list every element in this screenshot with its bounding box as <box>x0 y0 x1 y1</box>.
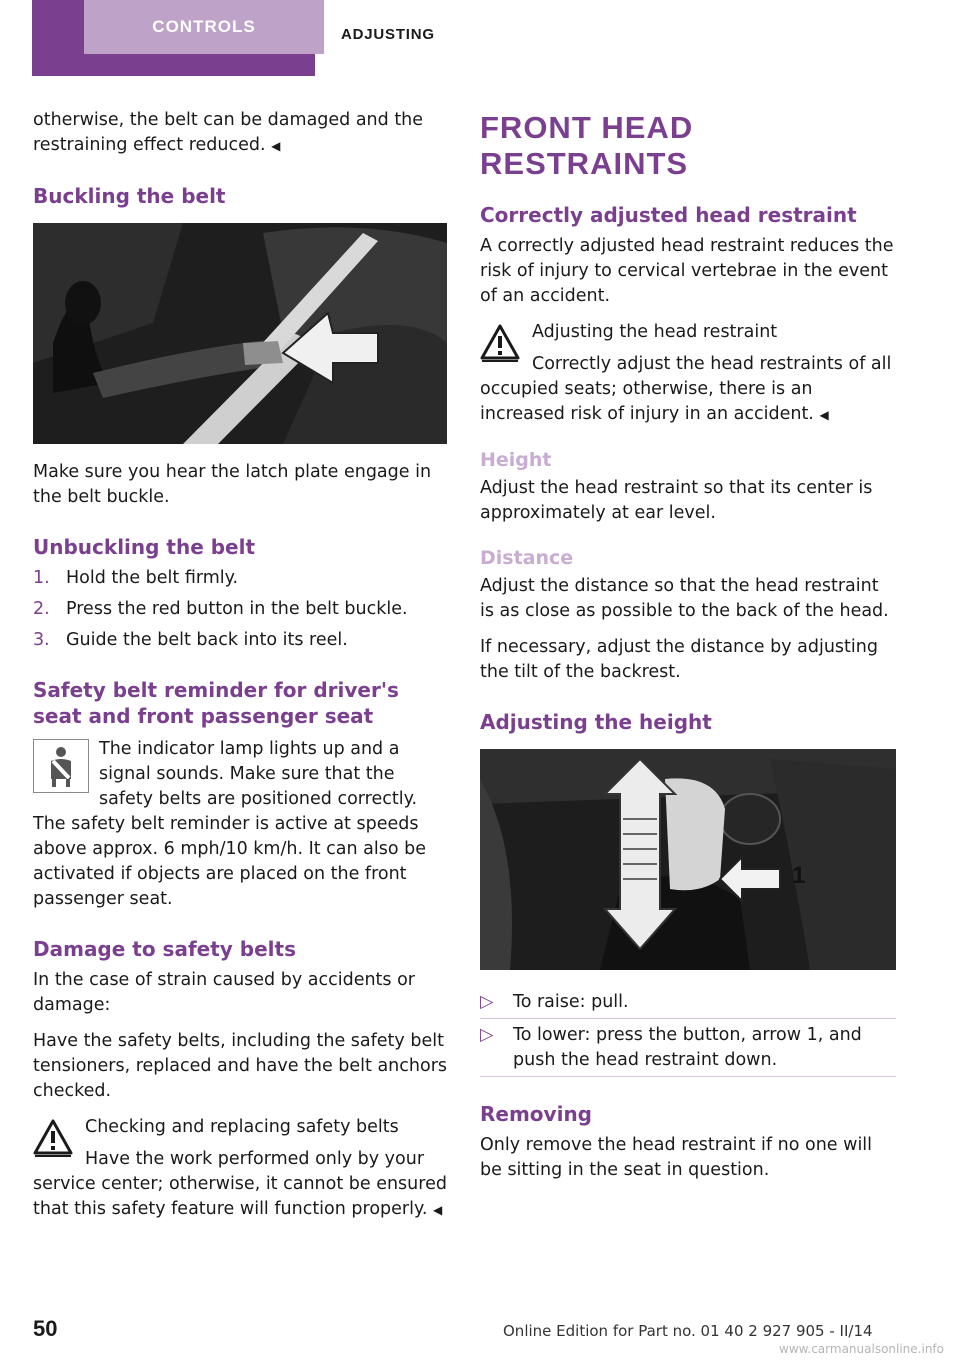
belt-buckle-photo <box>33 223 447 444</box>
photo-arrow-label: 1 <box>792 862 806 889</box>
left-column <box>33 108 447 1233</box>
correct-text: A correctly adjusted head restraint reduces the risk of injury to cervical vertebrae in the event of an accident. <box>480 236 894 306</box>
list-item: ▷ To raise: pull. <box>480 986 896 1019</box>
page-number: 50 <box>33 1316 58 1341</box>
buckling-heading: Buckling the belt <box>33 184 226 208</box>
warning-text: Correctly adjust the head restraints of all occupied seats; otherwise, there is an increased risk of injury in an accident. ◀ <box>480 354 892 424</box>
warning-icon <box>480 324 520 362</box>
end-mark: ◀ <box>271 139 281 153</box>
list-item: 3. Guide the belt back into its reel. <box>33 630 348 650</box>
damage-paragraph: In the case of strain caused by accidents or damage: <box>33 970 415 1015</box>
head-restraint-photo <box>480 749 896 970</box>
correct-heading: Correctly adjusted head restraint <box>480 203 857 227</box>
adjusting-heading: Adjusting the height <box>480 710 712 734</box>
watermark: www.carmanualsonline.info <box>779 1342 944 1356</box>
continued-text: otherwise, the belt can be damaged and the restraining effect reduced. ◀ <box>33 110 424 155</box>
section-title: ADJUSTING <box>341 26 435 43</box>
unbuckling-heading: Unbuckling the belt <box>33 535 256 559</box>
warning-text: Have the work performed only by your service center; otherwise, it cannot be ensured that this safety feature will function properly. ◀ <box>33 1149 447 1219</box>
height-text: Adjust the head restraint so that its center is approximately at ear level. <box>480 478 873 523</box>
list-item: 1. Hold the belt firmly. <box>33 568 239 588</box>
chapter-tab-label-box <box>84 0 324 54</box>
removing-heading: Removing <box>480 1102 592 1126</box>
chapter-tab[interactable] <box>32 0 315 76</box>
warning-block <box>33 1115 447 1223</box>
height-heading: Height <box>480 449 552 471</box>
distance-paragraph: Adjust the distance so that the head restraint is as close as possible to the back of the head. <box>480 576 889 621</box>
unbuckling-steps <box>33 566 447 653</box>
right-column <box>480 108 896 1194</box>
chapter-tab-label: CONTROLS <box>152 17 256 36</box>
removing-text: Only remove the head restraint if no one will be sitting in the seat in question. <box>480 1135 873 1180</box>
warning-title: Adjusting the head restraint <box>532 322 778 342</box>
warning-icon <box>33 1119 73 1157</box>
adjust-steps <box>480 986 896 1077</box>
list-item: ▷ To lower: press the button, arrow 1, and push the head restraint down. <box>480 1019 896 1077</box>
main-heading: FRONT HEAD RESTRAINTS <box>480 110 694 181</box>
end-mark: ◀ <box>432 1203 443 1217</box>
edition-note: Online Edition for Part no. 01 40 2 927 905 - II/14 <box>503 1322 873 1340</box>
damage-heading: Damage to safety belts <box>33 937 296 961</box>
distance-paragraph: If necessary, adjust the distance by adjusting the tilt of the backrest. <box>480 637 878 682</box>
reminder-heading: Safety belt reminder for driver's seat and front passenger seat <box>33 678 399 728</box>
end-mark: ◀ <box>819 408 829 422</box>
buckling-text: Make sure you hear the latch plate engage in the belt buckle. <box>33 462 432 507</box>
distance-heading: Distance <box>480 547 574 569</box>
list-item: 2. Press the red button in the belt buckle. <box>33 599 408 619</box>
reminder-block <box>33 737 447 912</box>
reminder-text: The indicator lamp lights up and a signal sounds. Make sure that the safety belts are positioned correctly. The safety belt reminder is active at speeds above approx. 6 mph/10 km/h. It can also be activated if objects are placed on the front passenger seat. <box>33 739 427 909</box>
warning-title: Checking and replacing safety belts <box>85 1117 399 1137</box>
damage-paragraph: Have the safety belts, including the safety belt tensioners, replaced and have the belt anchors checked. <box>33 1031 448 1101</box>
warning-block <box>480 320 896 428</box>
seatbelt-icon <box>33 739 89 793</box>
